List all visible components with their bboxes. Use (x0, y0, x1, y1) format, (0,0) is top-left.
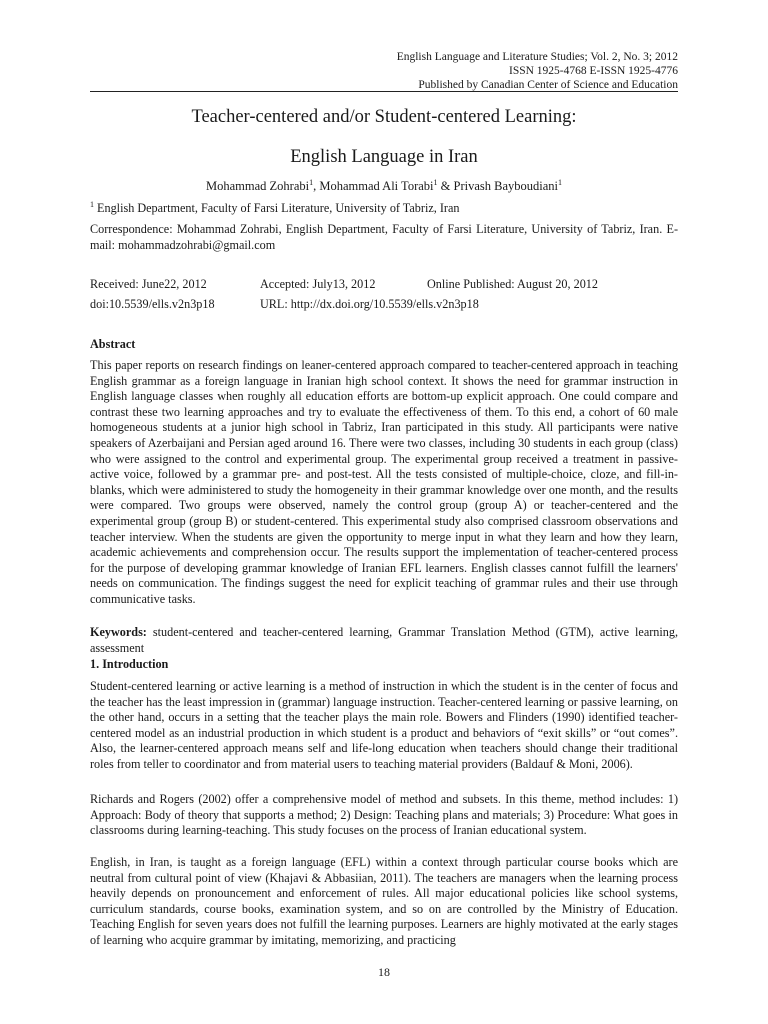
publisher: Published by Canadian Center of Science and Education (418, 79, 678, 91)
introduction-heading: 1. Introduction (90, 657, 169, 671)
author-list (90, 179, 678, 194)
paper-title-line-2: English Language in Iran (290, 147, 478, 167)
correspondence: Correspondence: Mohammad Zohrabi, English Department, Faculty of Farsi Literature, University of Tabriz, Iran. E-mail: mohammadzohrabi@gmail.com (90, 222, 678, 252)
keywords (90, 625, 678, 656)
header-rule (90, 91, 678, 92)
author-2-affil: 1 (433, 177, 438, 187)
accepted-date: Accepted: July13, 2012 (260, 277, 376, 291)
keywords-label: Keywords: (90, 625, 147, 639)
abstract-heading: Abstract (90, 337, 136, 351)
affiliation (90, 201, 678, 217)
intro-paragraph-3: English, in Iran, is taught as a foreign language (EFL) within a context through particular course books which are neutral from cultural point of view (Khajavi & Abbasiian, 2011). The teachers are managers when the learning process heavily depends on pronouncement and enforcement of rules. All major educational policies like school systems, curriculum standards, course books, examination system, and so on are controlled by the Ministry of Education. Teaching English for seven years does not fulfill the learning purposes. Learners are highly motivated at the early stages of learning who acquire grammar by imitating, memorizing, and practicing (90, 855, 678, 947)
author-separator: & (437, 179, 454, 193)
affiliation-marker: 1 (90, 199, 94, 209)
author-2: Mohammad Ali Torabi (319, 179, 434, 193)
intro-paragraph-1: Student-centered learning or active learning is a method of instruction in which the student is in the center of focus and the teacher has the least impression in (grammar) language instruction. Teacher-centered learning or passive learning, on the other hand, occurs in a setting that the teacher plays the main role. Bowers and Flinders (1990) identified teacher-centered model as an industrial production in which student is a product and behaviors of “exit skills” or “out comes”. Also, the learner-centered approach means self and life-long education when teachers should change their traditional roles from teller to coordinator and from material users to teaching material providers (Baldauf & Moni, 2006). (90, 679, 678, 771)
abstract-text: This paper reports on research findings on leaner-centered approach compared to teacher-centered approach in teaching English grammar as a foreign language in Iranian high school context. It shows the need for grammar instruction in English language classes when roughly all education efforts are bottom-up explicit approach. One could compare and contrast these two learning approaches and try to evaluate the effectiveness of them. To this end, a cohort of 60 male homogeneous students at a junior high school in Tabriz, Iran participated in this study. All participants were native speakers of Azerbaijani and Persian aged around 16. There were two classes, including 30 students in each group (class) who were assigned to the control and experimental group. The experimental group received a treatment in passive-active voice, followed by a grammar pre- and post-test. All the tests consisted of multiple-choice, cloze, and fill-in-blanks, which were administered to study the homogeneity in their grammar knowledge over one month, and the results were compared. Two groups were observed, namely the control group (group A) or teacher-centered and the experimental group (group B) or student-centered. This experimental study also comprised classroom observations and teacher interview. When the students are given the opportunity to merge input in what they learn and how they learn, academic achievements and comprehension occur. The results support the implementation of teacher-centered process for the purpose of developing grammar knowledge of Iranian EFL learners. English classes cannot fulfill the learners' needs on communication. The findings suggest the need for explicit teaching of grammar rules and their use through communicative tasks. (90, 358, 678, 606)
author-separator: , (313, 179, 320, 193)
paper-title-line-1: Teacher-centered and/or Student-centered Learning: (191, 107, 577, 127)
author-3-affil: 1 (558, 177, 563, 187)
page-number: 18 (378, 965, 390, 979)
issn: ISSN 1925-4768 E-ISSN 1925-4776 (509, 65, 678, 77)
keywords-text: student-centered and teacher-centered learning, Grammar Translation Method (GTM), active learning, assessment (90, 625, 678, 655)
author-1: Mohammad Zohrabi (205, 179, 310, 193)
doi-url[interactable]: URL: http://dx.doi.org/10.5539/ells.v2n3p18 (260, 297, 479, 311)
journal-header (338, 50, 678, 92)
published-date: Online Published: August 20, 2012 (427, 277, 598, 291)
journal-name: English Language and Literature Studies; Vol. 2, No. 3; 2012 (396, 51, 678, 63)
doi: doi:10.5539/ells.v2n3p18 (90, 297, 215, 311)
author-3: Privash Bayboudiani (453, 179, 559, 193)
received-date: Received: June22, 2012 (90, 277, 207, 291)
intro-paragraph-2: Richards and Rogers (2002) offer a comprehensive model of method and subsets. In this theme, method includes: 1) Approach: Body of theory that supports a method; 2) Design: Teaching plans and materials; 3) Procedure: What goes in classrooms during learning-teaching. This study focuses on the process of Iranian educational system. (90, 792, 678, 838)
affiliation-text: English Department, Faculty of Farsi Literature, University of Tabriz, Iran (94, 201, 460, 215)
author-1-affil: 1 (309, 177, 314, 187)
